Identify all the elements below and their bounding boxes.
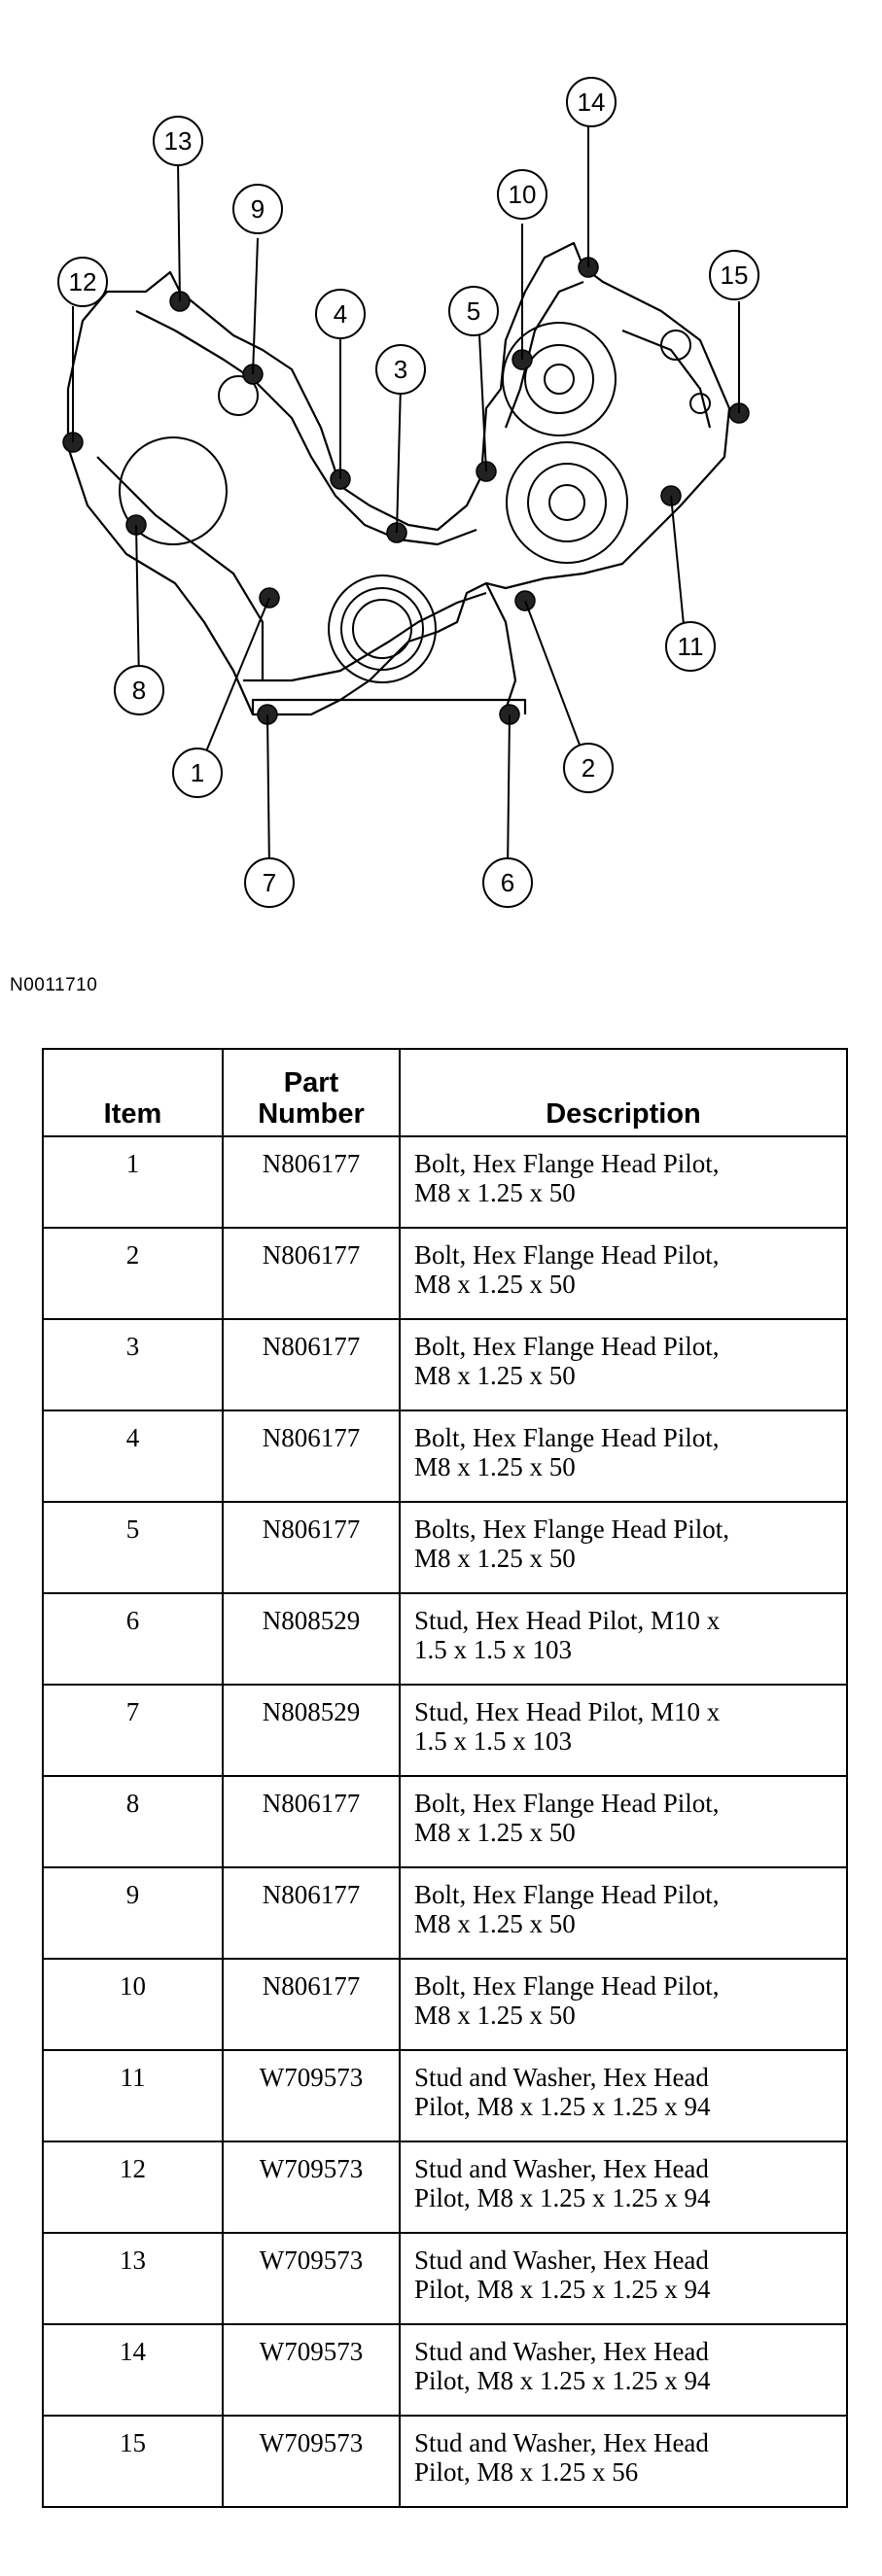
cell-item: 13 (43, 2233, 223, 2324)
table-row (43, 1867, 847, 1959)
header-part-line2: Number (258, 1098, 365, 1130)
desc-line1: Bolt, Hex Flange Head Pilot, (414, 1880, 720, 1909)
callout-3 (376, 345, 425, 394)
callout-7 (245, 858, 294, 907)
desc-line2: M8 x 1.25 x 50 (414, 1270, 576, 1299)
desc-line2: Pilot, M8 x 1.25 x 1.25 x 94 (414, 2092, 711, 2121)
callout-2 (564, 744, 613, 792)
svg-text:11: 11 (677, 632, 704, 661)
desc-line1: Stud and Washer, Hex Head (414, 2245, 709, 2275)
callout-13 (154, 117, 202, 165)
cell-description (400, 1136, 847, 1228)
desc-line1: Stud and Washer, Hex Head (414, 2154, 709, 2183)
svg-text:9: 9 (250, 194, 265, 224)
cell-description (400, 2324, 847, 2416)
cell-part-number: W709573 (223, 2141, 400, 2233)
cell-item: 11 (43, 2050, 223, 2141)
cell-item: 4 (43, 1410, 223, 1502)
table-row (43, 1319, 847, 1410)
cell-item: 5 (43, 1502, 223, 1593)
cell-item: 2 (43, 1228, 223, 1319)
diagram-svg (0, 0, 882, 914)
desc-line2: 1.5 x 1.5 x 103 (414, 1726, 572, 1756)
cell-description (400, 1319, 847, 1410)
cell-description (400, 2416, 847, 2507)
header-part-number (223, 1049, 400, 1136)
svg-text:8: 8 (131, 676, 147, 705)
table-row (43, 2141, 847, 2233)
desc-line2: M8 x 1.25 x 50 (414, 1909, 576, 1938)
desc-line2: M8 x 1.25 x 50 (414, 1544, 576, 1573)
desc-line2: M8 x 1.25 x 50 (414, 1361, 576, 1390)
parts-table (42, 1048, 848, 2508)
svg-text:3: 3 (393, 355, 408, 384)
cell-part-number: W709573 (223, 2324, 400, 2416)
table-row (43, 2233, 847, 2324)
callout-10 (498, 170, 547, 219)
table-row (43, 1685, 847, 1776)
cell-description (400, 1685, 847, 1776)
table-row (43, 2416, 847, 2507)
desc-line2: M8 x 1.25 x 50 (414, 2001, 576, 2030)
cell-part-number: W709573 (223, 2233, 400, 2324)
callout-14 (567, 78, 616, 126)
svg-text:5: 5 (466, 296, 481, 326)
cell-item: 6 (43, 1593, 223, 1685)
desc-line1: Stud and Washer, Hex Head (414, 2063, 709, 2092)
cell-description (400, 2050, 847, 2141)
desc-line1: Stud, Hex Head Pilot, M10 x (414, 1606, 721, 1635)
cell-description (400, 1593, 847, 1685)
svg-text:13: 13 (163, 126, 193, 156)
svg-text:14: 14 (577, 87, 606, 117)
cell-part-number: W709573 (223, 2050, 400, 2141)
desc-line2: 1.5 x 1.5 x 103 (414, 1635, 572, 1664)
table-row (43, 2324, 847, 2416)
cell-part-number: N806177 (223, 1228, 400, 1319)
cell-description (400, 1410, 847, 1502)
desc-line2: M8 x 1.25 x 50 (414, 1818, 576, 1847)
cell-part-number: N806177 (223, 1776, 400, 1867)
desc-line2: Pilot, M8 x 1.25 x 56 (414, 2457, 639, 2487)
cell-part-number: N806177 (223, 1410, 400, 1502)
cell-part-number: W709573 (223, 2416, 400, 2507)
svg-text:12: 12 (68, 267, 97, 296)
callout-12 (58, 258, 107, 306)
desc-line1: Bolts, Hex Flange Head Pilot, (414, 1514, 729, 1544)
svg-text:6: 6 (500, 868, 515, 897)
cell-part-number: N806177 (223, 1959, 400, 2050)
cell-description (400, 2233, 847, 2324)
desc-line2: M8 x 1.25 x 50 (414, 1178, 576, 1207)
callout-4 (316, 290, 365, 338)
desc-line1: Stud, Hex Head Pilot, M10 x (414, 1697, 721, 1726)
cell-part-number: N806177 (223, 1867, 400, 1959)
svg-text:7: 7 (262, 868, 277, 897)
desc-line2: Pilot, M8 x 1.25 x 1.25 x 94 (414, 2275, 711, 2304)
table-row (43, 1410, 847, 1502)
desc-line2: M8 x 1.25 x 50 (414, 1452, 576, 1481)
cell-part-number: N808529 (223, 1685, 400, 1776)
cell-item: 9 (43, 1867, 223, 1959)
svg-text:1: 1 (190, 758, 205, 787)
cell-description (400, 1959, 847, 2050)
desc-line1: Bolt, Hex Flange Head Pilot, (414, 1332, 720, 1361)
table-row (43, 2050, 847, 2141)
desc-line1: Bolt, Hex Flange Head Pilot, (414, 1423, 720, 1452)
desc-line2: Pilot, M8 x 1.25 x 1.25 x 94 (414, 2366, 711, 2395)
cell-part-number: N806177 (223, 1502, 400, 1593)
table-row (43, 1502, 847, 1593)
cell-description (400, 1228, 847, 1319)
desc-line1: Bolt, Hex Flange Head Pilot, (414, 1789, 720, 1818)
svg-text:10: 10 (508, 180, 537, 209)
header-item: Item (43, 1049, 223, 1136)
cell-item: 7 (43, 1685, 223, 1776)
cell-item: 10 (43, 1959, 223, 2050)
desc-line2: Pilot, M8 x 1.25 x 1.25 x 94 (414, 2183, 711, 2212)
cell-description (400, 1867, 847, 1959)
cell-item: 1 (43, 1136, 223, 1228)
cell-description (400, 1776, 847, 1867)
svg-text:15: 15 (720, 261, 749, 290)
engine-front-cover-diagram (0, 0, 882, 914)
callout-6 (483, 858, 532, 907)
desc-line1: Bolt, Hex Flange Head Pilot, (414, 1971, 720, 2001)
callout-11 (666, 622, 715, 671)
figure-code: N0011710 (10, 975, 98, 995)
callout-15 (710, 251, 759, 299)
cell-item: 12 (43, 2141, 223, 2233)
desc-line1: Stud and Washer, Hex Head (414, 2428, 709, 2457)
cell-item: 8 (43, 1776, 223, 1867)
desc-line1: Bolt, Hex Flange Head Pilot, (414, 1240, 720, 1270)
desc-line1: Bolt, Hex Flange Head Pilot, (414, 1149, 720, 1178)
callout-8 (115, 666, 163, 714)
callout-5 (449, 287, 498, 335)
callout-1 (173, 748, 222, 797)
cell-part-number: N808529 (223, 1593, 400, 1685)
cell-item: 15 (43, 2416, 223, 2507)
leader-lines (73, 126, 739, 870)
callout-9 (233, 185, 282, 233)
cell-part-number: N806177 (223, 1136, 400, 1228)
table-header-row (43, 1049, 847, 1136)
svg-text:2: 2 (581, 753, 596, 783)
cell-description (400, 2141, 847, 2233)
desc-line1: Stud and Washer, Hex Head (414, 2337, 709, 2366)
table-row (43, 1776, 847, 1867)
cell-description (400, 1502, 847, 1593)
callouts (58, 78, 759, 907)
header-part-line1: Part (283, 1067, 339, 1098)
cell-item: 3 (43, 1319, 223, 1410)
svg-text:4: 4 (333, 299, 348, 329)
table-row (43, 1136, 847, 1228)
header-description: Description (400, 1049, 847, 1136)
table-row (43, 1959, 847, 2050)
table-row (43, 1228, 847, 1319)
table-row (43, 1593, 847, 1685)
cell-part-number: N806177 (223, 1319, 400, 1410)
cell-item: 14 (43, 2324, 223, 2416)
